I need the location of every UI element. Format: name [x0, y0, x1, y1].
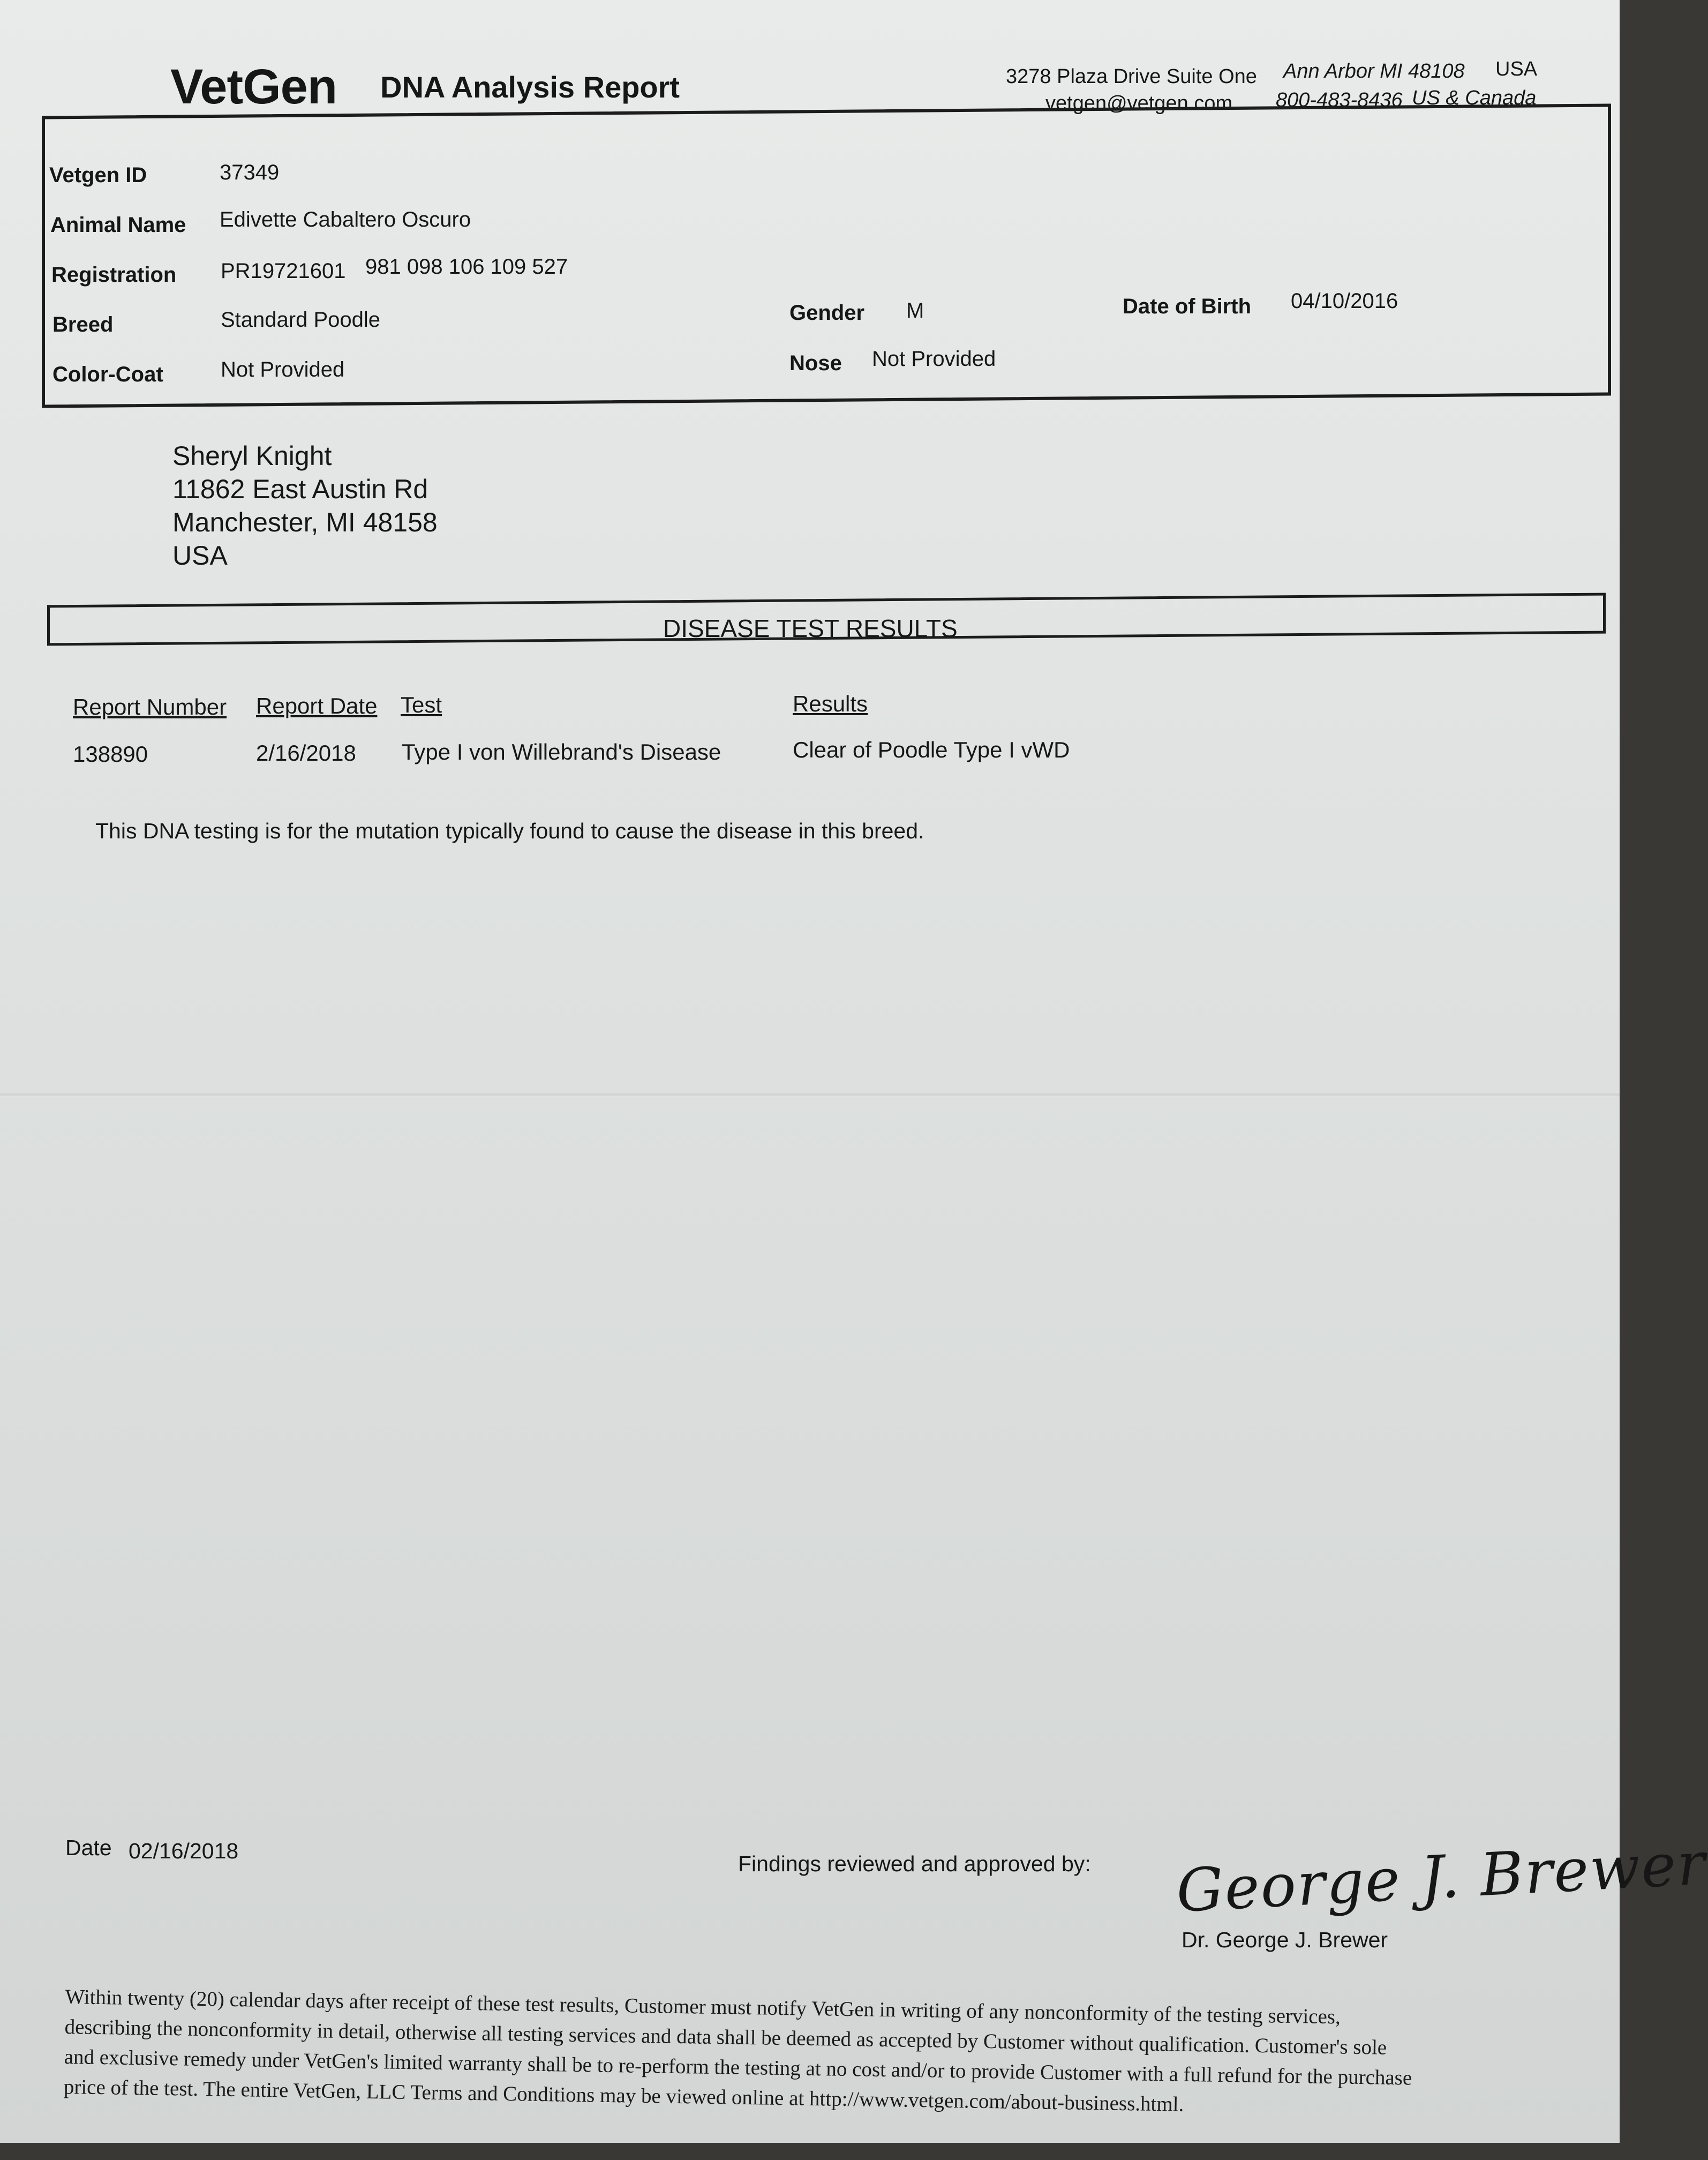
dob-value: 04/10/2016: [1291, 289, 1398, 313]
col-header-test: Test: [401, 692, 442, 717]
animal-name-value: Edivette Cabaltero Oscuro: [220, 208, 471, 231]
owner-city: Manchester, MI 48158: [172, 507, 438, 537]
col-header-report-date: Report Date: [256, 693, 378, 718]
nose-label: Nose: [789, 351, 842, 375]
results-section-title: DISEASE TEST RESULTS: [663, 614, 958, 642]
warranty-disclaimer: Within twenty (20) calendar days after receipt of these test results, Customer must notify VetGen in writing of any nonconformity of the testing services, describing the nonconformity in detail, otherwise all testing services and data shall be deemed as accepted by Customer without qualification. Customer's sole and exclusive remedy under VetGen's limited warranty shall be to re-perform the testing at no cost and/or to provide Customer with a full refund for the purchase price of the test. The entire VetGen, LLC Terms and Conditions may be viewed online at http://www.vetgen.com/about-business.html.: [63, 1985, 1412, 2116]
gender-label: Gender: [789, 301, 865, 325]
registration-label: Registration: [51, 263, 177, 287]
report-title: DNA Analysis Report: [380, 70, 680, 104]
gender-value: M: [906, 299, 924, 322]
owner-street: 11862 East Austin Rd: [172, 474, 428, 504]
address-city: Ann Arbor MI 48108: [1283, 60, 1465, 82]
col-header-report-number: Report Number: [73, 694, 227, 719]
approver-name: Dr. George J. Brewer: [1182, 1928, 1388, 1952]
testing-note: This DNA testing is for the mutation typically found to cause the disease in this breed.: [95, 819, 924, 843]
breed-label: Breed: [52, 313, 114, 336]
result-report-date: 2/16/2018: [256, 740, 356, 766]
result-report-number: 138890: [73, 741, 148, 767]
address-street: 3278 Plaza Drive Suite One: [1006, 65, 1257, 88]
date-label: Date: [65, 1835, 112, 1860]
owner-name: Sheryl Knight: [172, 441, 332, 471]
color-coat-value: Not Provided: [221, 358, 345, 381]
result-outcome: Clear of Poodle Type I vWD: [793, 737, 1070, 762]
contact-phone: 800-483-8436: [1276, 89, 1403, 111]
color-coat-label: Color-Coat: [52, 363, 163, 386]
dob-label: Date of Birth: [1123, 295, 1251, 318]
result-test-name: Type I von Willebrand's Disease: [402, 739, 721, 764]
paper-fold: [0, 1093, 1620, 1097]
approval-text: Findings reviewed and approved by:: [738, 1851, 1091, 1876]
report-date-value: 02/16/2018: [129, 1839, 239, 1863]
contact-email: vetgen@vetgen.com: [1045, 92, 1233, 115]
approver-signature: George J. Brewer: [1175, 1829, 1708, 1925]
phone-region: US & Canada: [1412, 87, 1537, 109]
breed-value: Standard Poodle: [221, 308, 381, 332]
address-country: USA: [1495, 58, 1538, 80]
vetgen-logo: VetGen: [170, 59, 337, 114]
nose-value: Not Provided: [872, 347, 996, 371]
owner-country: USA: [172, 541, 228, 571]
registration-value: PR19721601: [221, 259, 346, 283]
vetgen-id-label: Vetgen ID: [49, 163, 147, 187]
microchip-value: 981 098 106 109 527: [365, 255, 568, 279]
animal-name-label: Animal Name: [50, 213, 186, 237]
col-header-results: Results: [793, 691, 868, 716]
vetgen-id-value: 37349: [220, 161, 280, 184]
